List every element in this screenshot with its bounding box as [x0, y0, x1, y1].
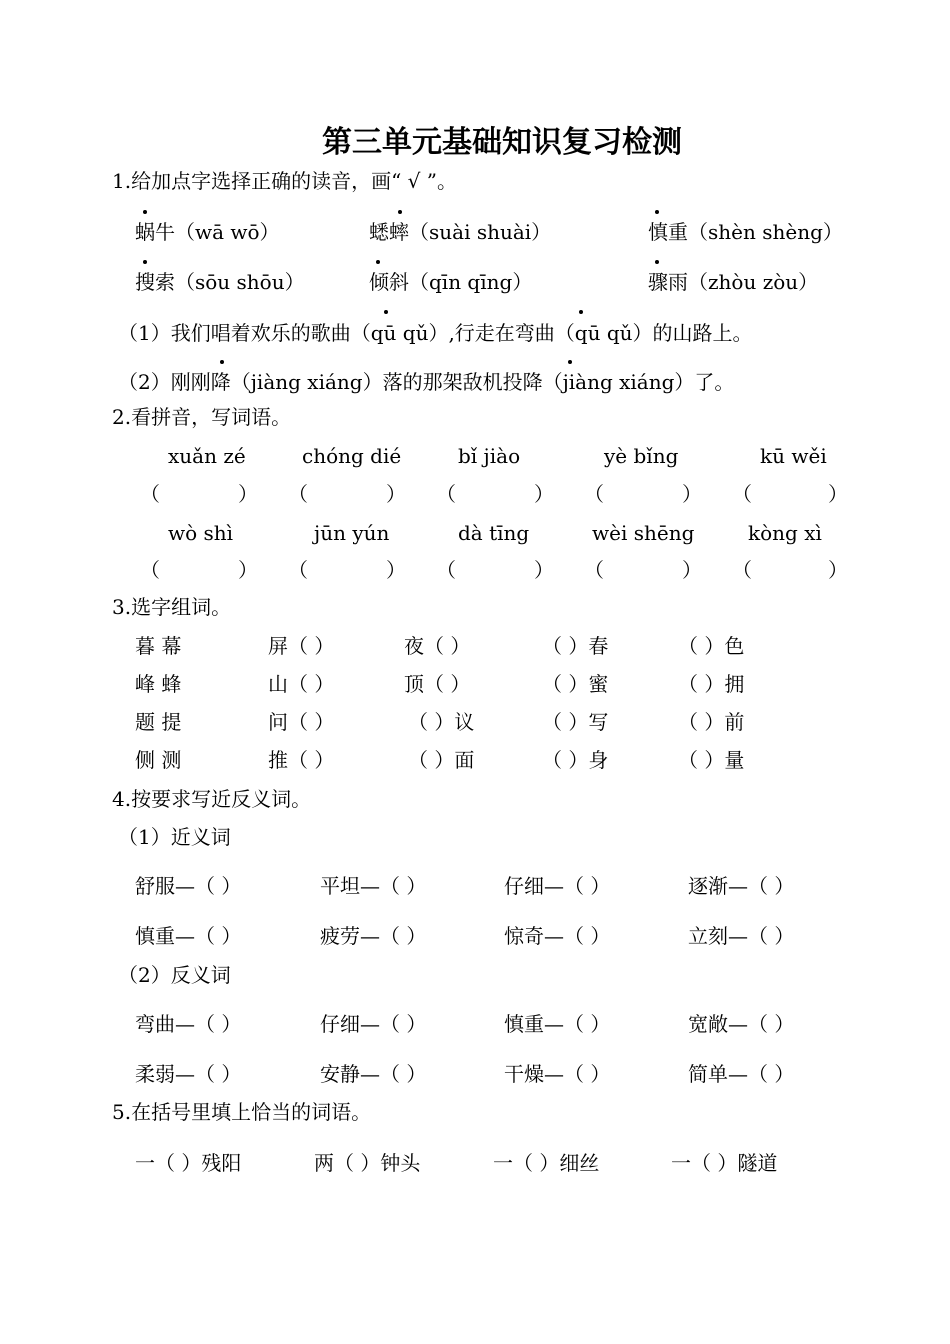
- pinyin-prompt: xuǎn zé: [168, 444, 246, 468]
- word-blank: 顶（ ）: [404, 672, 471, 696]
- answer-close-paren: ）: [828, 558, 848, 582]
- answer-close-paren: ）: [238, 482, 258, 506]
- word-blank: （ ）色: [678, 634, 745, 658]
- answer-close-paren: ）: [682, 482, 702, 506]
- answer-close-paren: ）: [534, 558, 554, 582]
- synonym-blank: 立刻—（ ）: [688, 924, 795, 948]
- pinyin-prompt: wò shì: [168, 521, 234, 545]
- measure-word-blank: 一（ ）残阳: [135, 1151, 242, 1175]
- word-blank: 夜（ ）: [404, 634, 471, 658]
- emphasis-dot: [376, 260, 380, 264]
- emphasis-dot: [568, 360, 572, 364]
- answer-open-paren: （: [140, 558, 160, 582]
- word-blank: （ ）面: [408, 748, 475, 772]
- word-blank: （ ）议: [408, 710, 475, 734]
- q1-sentence: （2）刚刚降（jiàng xiáng）落的那架敌机投降（jiàng xiáng）了。: [118, 370, 735, 394]
- word-blank: （ ）春: [542, 634, 609, 658]
- q1-item: 蜗牛（wā wō）: [135, 220, 280, 244]
- word-blank: 问（ ）: [268, 710, 335, 734]
- answer-close-paren: ）: [386, 482, 406, 506]
- word-blank: 屏（ ）: [268, 634, 335, 658]
- page-title: 第三单元基础知识复习检测: [322, 125, 682, 160]
- q1-item: 蟋蟀（suài shuài）: [369, 220, 552, 244]
- measure-word-blank: 一（ ）隧道: [671, 1151, 778, 1175]
- synonym-blank: 慎重—（ ）: [135, 924, 242, 948]
- word-blank: 山（ ）: [268, 672, 335, 696]
- pinyin-prompt: chóng dié: [302, 444, 402, 468]
- answer-open-paren: （: [288, 482, 308, 506]
- word-blank: 推（ ）: [268, 748, 335, 772]
- antonym-blank: 柔弱—（ ）: [135, 1062, 242, 1086]
- answer-open-paren: （: [584, 558, 604, 582]
- synonym-blank: 逐渐—（ ）: [688, 874, 795, 898]
- synonym-blank: 舒服—（ ）: [135, 874, 242, 898]
- q3-heading: 3.选字组词。: [112, 595, 232, 619]
- antonym-blank: 简单—（ ）: [688, 1062, 795, 1086]
- q2-heading: 2.看拼音，写词语。: [112, 405, 292, 429]
- measure-word-blank: 两（ ）钟头: [314, 1151, 421, 1175]
- word-blank: （ ）写: [542, 710, 609, 734]
- pinyin-prompt: bǐ jiào: [458, 444, 521, 468]
- synonym-blank: 惊奇—（ ）: [504, 924, 611, 948]
- pinyin-prompt: kū wěi: [760, 444, 827, 468]
- emphasis-dot: [220, 360, 224, 364]
- emphasis-dot: [398, 210, 402, 214]
- synonym-blank: 疲劳—（ ）: [320, 924, 427, 948]
- answer-close-paren: ）: [534, 482, 554, 506]
- answer-close-paren: ）: [682, 558, 702, 582]
- emphasis-dot: [579, 310, 583, 314]
- q1-item: 慎重（shèn shèng）: [648, 220, 843, 244]
- pinyin-prompt: wèi shēng: [592, 521, 695, 545]
- antonym-blank: 安静—（ ）: [320, 1062, 427, 1086]
- measure-word-blank: 一（ ）细丝: [493, 1151, 600, 1175]
- antonym-blank: 干燥—（ ）: [504, 1062, 611, 1086]
- answer-close-paren: ）: [238, 558, 258, 582]
- emphasis-dot: [655, 260, 659, 264]
- char-pair: 暮 幕: [135, 634, 182, 658]
- q5-heading: 5.在括号里填上恰当的词语。: [112, 1100, 372, 1124]
- emphasis-dot: [384, 310, 388, 314]
- pinyin-prompt: dà tīng: [458, 521, 530, 545]
- answer-open-paren: （: [140, 482, 160, 506]
- emphasis-dot: [143, 260, 147, 264]
- word-blank: （ ）拥: [678, 672, 745, 696]
- emphasis-dot: [655, 210, 659, 214]
- answer-close-paren: ）: [828, 482, 848, 506]
- char-pair: 峰 蜂: [135, 672, 182, 696]
- word-blank: （ ）前: [678, 710, 745, 734]
- pinyin-prompt: kòng xì: [748, 521, 822, 545]
- answer-open-paren: （: [732, 558, 752, 582]
- pinyin-prompt: yè bǐng: [604, 444, 679, 468]
- answer-open-paren: （: [584, 482, 604, 506]
- answer-close-paren: ）: [386, 558, 406, 582]
- antonym-blank: 仔细—（ ）: [320, 1012, 427, 1036]
- pinyin-prompt: jūn yún: [314, 521, 390, 545]
- emphasis-dot: [143, 210, 147, 214]
- word-blank: （ ）身: [542, 748, 609, 772]
- answer-open-paren: （: [436, 558, 456, 582]
- q1-heading: 1.给加点字选择正确的读音，画“ √ ”。: [112, 169, 457, 193]
- synonym-blank: 平坦—（ ）: [320, 874, 427, 898]
- q4-subheading: （1）近义词: [118, 825, 231, 849]
- synonym-blank: 仔细—（ ）: [504, 874, 611, 898]
- q4-heading: 4.按要求写近反义词。: [112, 787, 312, 811]
- q1-item: 骤雨（zhòu zòu）: [648, 270, 819, 294]
- antonym-blank: 弯曲—（ ）: [135, 1012, 242, 1036]
- antonym-blank: 慎重—（ ）: [504, 1012, 611, 1036]
- answer-open-paren: （: [436, 482, 456, 506]
- q1-sentence: （1）我们唱着欢乐的歌曲（qū qǔ）,行走在弯曲（qū qǔ）的山路上。: [118, 321, 753, 345]
- q1-item: 倾斜（qīn qīng）: [369, 270, 533, 294]
- answer-open-paren: （: [288, 558, 308, 582]
- antonym-blank: 宽敞—（ ）: [688, 1012, 795, 1036]
- answer-open-paren: （: [732, 482, 752, 506]
- word-blank: （ ）蜜: [542, 672, 609, 696]
- char-pair: 侧 测: [135, 748, 182, 772]
- char-pair: 题 提: [135, 710, 182, 734]
- q1-item: 搜索（sōu shōu）: [135, 270, 305, 294]
- word-blank: （ ）量: [678, 748, 745, 772]
- q4-subheading: （2）反义词: [118, 963, 231, 987]
